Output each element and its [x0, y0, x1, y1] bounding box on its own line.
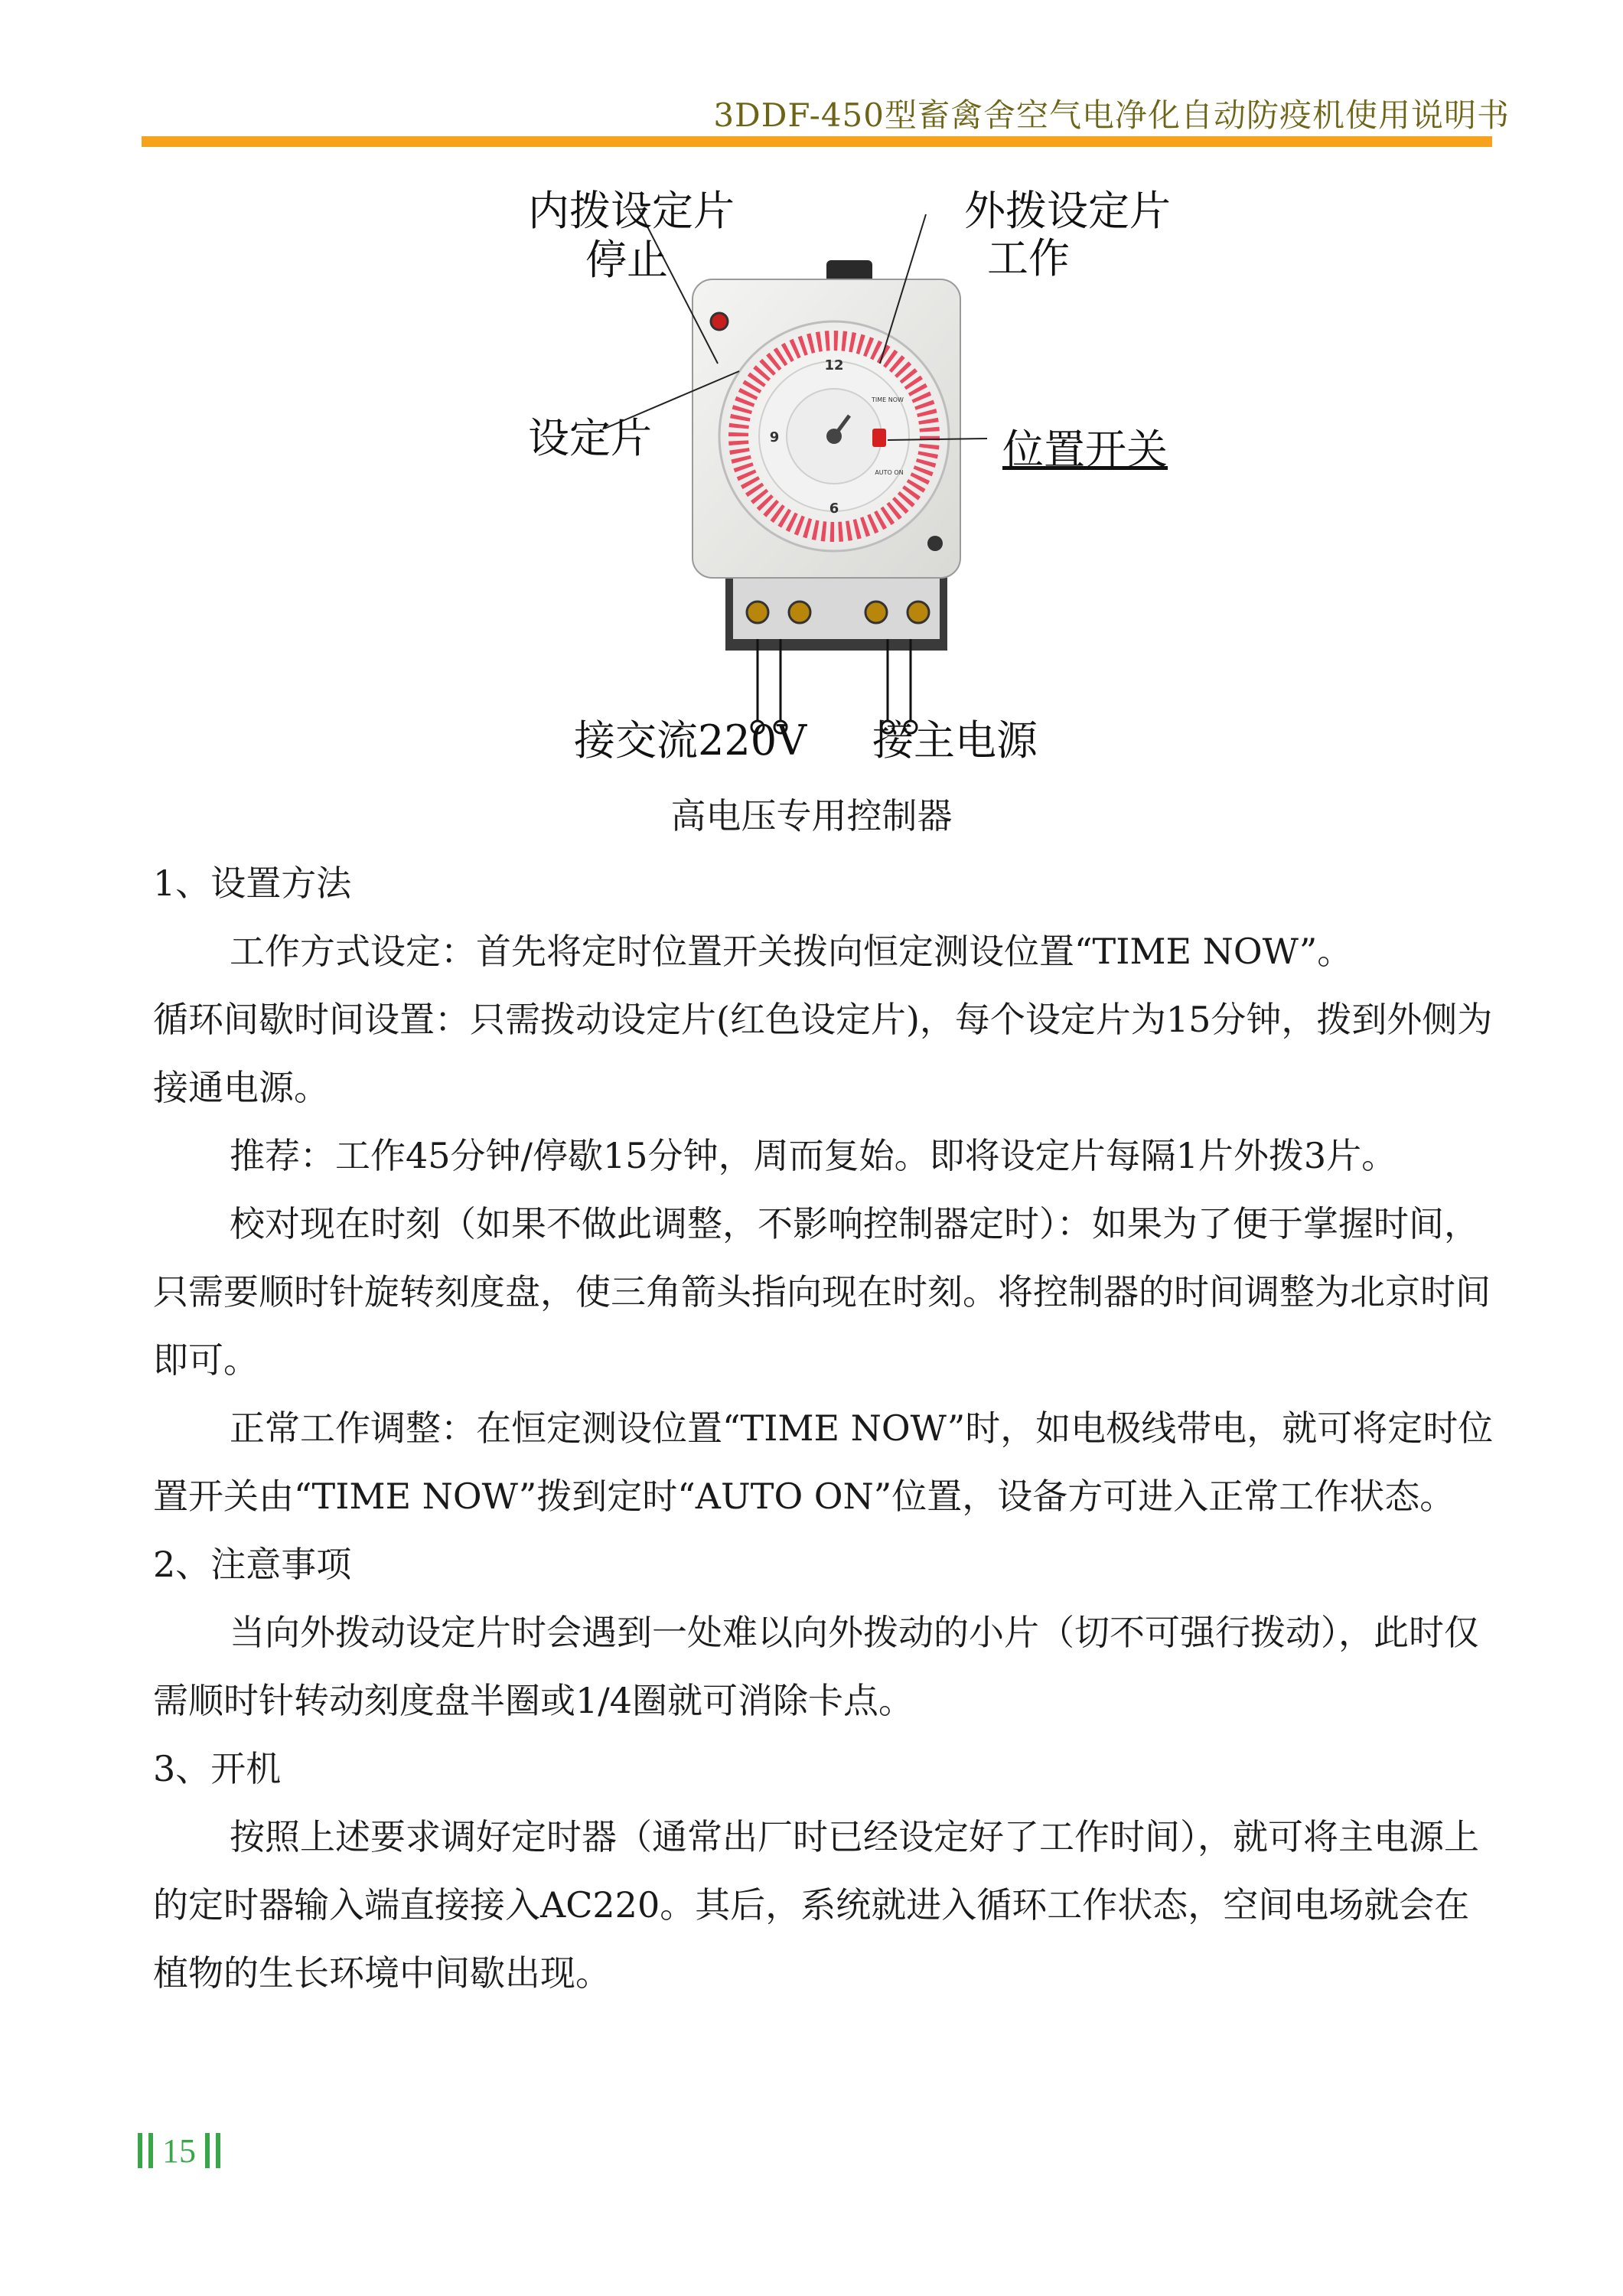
section-1-paragraph-4: 校对现在时刻（如果不做此调整，不影响控制器定时）：如果为了便于掌握时间，只需要顺时针旋转刻度盘，使三角箭头指向现在时刻。将控制器的时间调整为北京时间即可。: [153, 1203, 1491, 1381]
label-segment: 设定片: [528, 414, 652, 462]
section-1-paragraph-5: 正常工作调整：在恒定测设位置“TIME NOW”时，如电极线带电，就可将定时位置开关由“TIME NOW”拨到定时“AUTO ON”位置，设备方可进入正常工作状态。: [153, 1407, 1494, 1517]
footer-bar-left-2: [148, 2133, 153, 2168]
footer-bar-left: [138, 2133, 142, 2168]
page-footer: [138, 2128, 220, 2174]
section-3-paragraph-1: 按照上述要求调好定时器（通常出厂时已经设定好了工作时间），就可将主电源上的定时器输入端直接接入AC220。其后，系统就进入循环工作状态，空间电场就会在植物的生长环境中间歇出现。: [153, 1816, 1479, 1994]
dial-12: 12: [824, 357, 844, 373]
footer-bar-right: [205, 2133, 210, 2168]
header-rule: [142, 136, 1492, 147]
section-2-title: 2、注意事项: [153, 1544, 352, 1585]
header-title: 3DDF-450型畜禽舍空气电净化自动防疫机使用说明书: [713, 96, 1510, 134]
dial-auto-on: AUTO ON: [875, 469, 904, 476]
section-3-title: 3、开机: [153, 1748, 282, 1789]
body-text: [153, 850, 1500, 2007]
label-inner-setting: 内拨设定片: [528, 187, 735, 235]
section-1-title: 1、设置方法: [153, 863, 352, 904]
label-inner-stop: 停止: [585, 236, 668, 284]
figure-caption: 高电压专用控制器: [670, 795, 953, 837]
label-outer-work: 工作: [987, 234, 1070, 282]
label-position-switch: 位置开关: [1002, 426, 1168, 474]
dial-9: 9: [769, 429, 780, 445]
dial-6: 6: [829, 501, 839, 517]
section-1-paragraph-2: 循环间歇时间设置：只需拨动设定片(红色设定片)，每个设定片为15分钟，拨到外侧为接通电源。: [153, 999, 1493, 1108]
label-outer-setting: 外拨设定片: [964, 187, 1171, 235]
dial-time-now: TIME NOW: [872, 396, 904, 403]
label-ac-220v: 接交流220V: [574, 716, 807, 765]
section-2-paragraph-1: 当向外拨动设定片时会遇到一处难以向外拨动的小片（切不可强行拨动），此时仅需顺时针转动刻度盘半圈或1/4圈就可消除卡点。: [153, 1612, 1479, 1721]
footer-bar-right-2: [216, 2133, 220, 2168]
page-number: 15: [162, 2131, 196, 2170]
position-switch: [872, 429, 886, 447]
section-1-paragraph-3: 推荐：工作45分钟/停歇15分钟，周而复始。即将设定片每隔1片外拨3片。: [230, 1135, 1397, 1176]
label-main-power: 接主电源: [872, 716, 1038, 765]
section-1-paragraph-1: 工作方式设定：首先将定时位置开关拨向恒定测设位置“TIME NOW”。: [230, 931, 1353, 972]
timer-figure: [528, 172, 1201, 777]
